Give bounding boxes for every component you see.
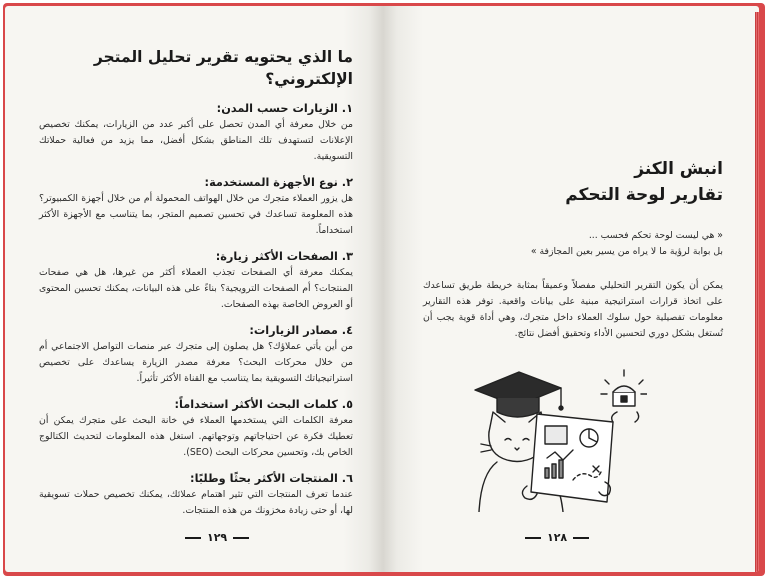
left-page-content bbox=[39, 46, 353, 528]
section-6 bbox=[39, 470, 353, 519]
section-body: عندما تعرف المنتجات التي تثير اهتمام عملائك، يمكنك تخصيص حملات تسويقية لها، أو حتى زيادة مخزونك من هذه المنتجات. bbox=[39, 489, 353, 516]
section-body: يمكنك معرفة أي الصفحات تجذب العملاء أكثر من غيرها، هل هي صفحات المنتجات؟ أم الصفحات الترويجية؟ بناءً على هذه البيانات، يمكنك تحسين المحتوى أو العروض الخاصة بهذه الصفحات. bbox=[39, 267, 353, 310]
open-book bbox=[3, 3, 765, 576]
section-title: ٢. نوع الأجهزة المستخدمة: bbox=[204, 176, 353, 189]
page-number-left bbox=[185, 531, 249, 544]
section-title: ٣. الصفحات الأكثر زيارة: bbox=[215, 250, 353, 263]
section-title: ١. الزيارات حسب المدن: bbox=[216, 102, 353, 115]
section-title: ٦. المنتجات الأكثر بحثًا وطلبًا: bbox=[190, 472, 353, 485]
section-title: ٥. كلمات البحث الأكثر استخداماً: bbox=[174, 398, 353, 411]
page-heading: ما الذي يحتويه تقرير تحليل المتجر الإلكتروني؟ bbox=[93, 48, 353, 88]
section-body: هل يزور العملاء متجرك من خلال الهواتف المحمولة أم من خلال أجهزة الكمبيوتر؟ هذه المعلومة تساعدك في تحسين تصميم المتجر، بما يتناسب مع الأجهزة الأكثر استخداماً. bbox=[39, 193, 353, 236]
section-title: ٤. مصادر الزيارات: bbox=[249, 324, 353, 337]
chapter-subtitle: تقارير لوحة التحكم bbox=[565, 185, 723, 205]
dash-divider bbox=[525, 537, 541, 539]
section-2 bbox=[39, 174, 353, 239]
section-body: من خلال معرفة أي المدن تحصل على أكبر عدد من الزيارات، يمكنك تخصيص الإعلانات لتستهدف تلك المناطق بشكل أفضل، مما يزيد من فعالية حملاتك التسويقية. bbox=[39, 119, 353, 162]
page-number: ١٢٨ bbox=[547, 531, 568, 544]
dash-divider bbox=[233, 537, 249, 539]
section-1 bbox=[39, 100, 353, 165]
page-number-right bbox=[525, 531, 589, 544]
chapter-intro: يمكن أن يكون التقرير التحليلي مفصلاً وعميقاً بمثابة خريطة طريق تساعدك على اتخاذ قرارات استراتيجية مبنية على بيانات واقعية. توفر هذه التقارير معلومات تفصيلية حول سلوك العملاء داخل متجرك، وهي أداة قوية يجب أن تُستغل بشكل دوري لتحسين الأداء وتحقيق أفضل نتائج. bbox=[423, 280, 723, 339]
section-3 bbox=[39, 248, 353, 313]
section-body: معرفة الكلمات التي يستخدمها العملاء في خانة البحث على متجرك يمكن أن تعطيك فكرة عن احتياجاتهم وتوجهاتهم. استغل هذه المعلومات لتحديث الكتالوج الخاص بك، وتحسين محركات البحث (SEO). bbox=[39, 415, 353, 458]
dash-divider bbox=[573, 537, 589, 539]
quote-line-1: « هي ليست لوحة تحكم فحسب ... bbox=[588, 230, 723, 241]
section-4 bbox=[39, 322, 353, 387]
right-page bbox=[383, 6, 759, 572]
left-page bbox=[5, 6, 383, 572]
quote-line-2: بل بوابة لرؤية ما لا يراه من يسير بعين المجازفة » bbox=[530, 246, 723, 257]
section-body: من أين يأتي عملاؤك؟ هل يصلون إلى متجرك عبر منصات التواصل الاجتماعي أم من خلال محركات البحث؟ معرفة مصدر الزيارة يساعدك على تخصيص استراتيجياتك التسويقية بما يتناسب مع القناة الأكثر تأثيراً. bbox=[39, 341, 353, 384]
page-edges bbox=[755, 12, 759, 572]
dash-divider bbox=[185, 537, 201, 539]
page-number: ١٢٩ bbox=[207, 531, 228, 544]
chapter-title: انبش الكنز bbox=[634, 159, 723, 179]
graduate-cat-with-treasure-map-icon bbox=[467, 362, 647, 512]
section-5 bbox=[39, 396, 353, 461]
right-page-content bbox=[423, 156, 723, 342]
chapter-quote bbox=[423, 228, 723, 260]
